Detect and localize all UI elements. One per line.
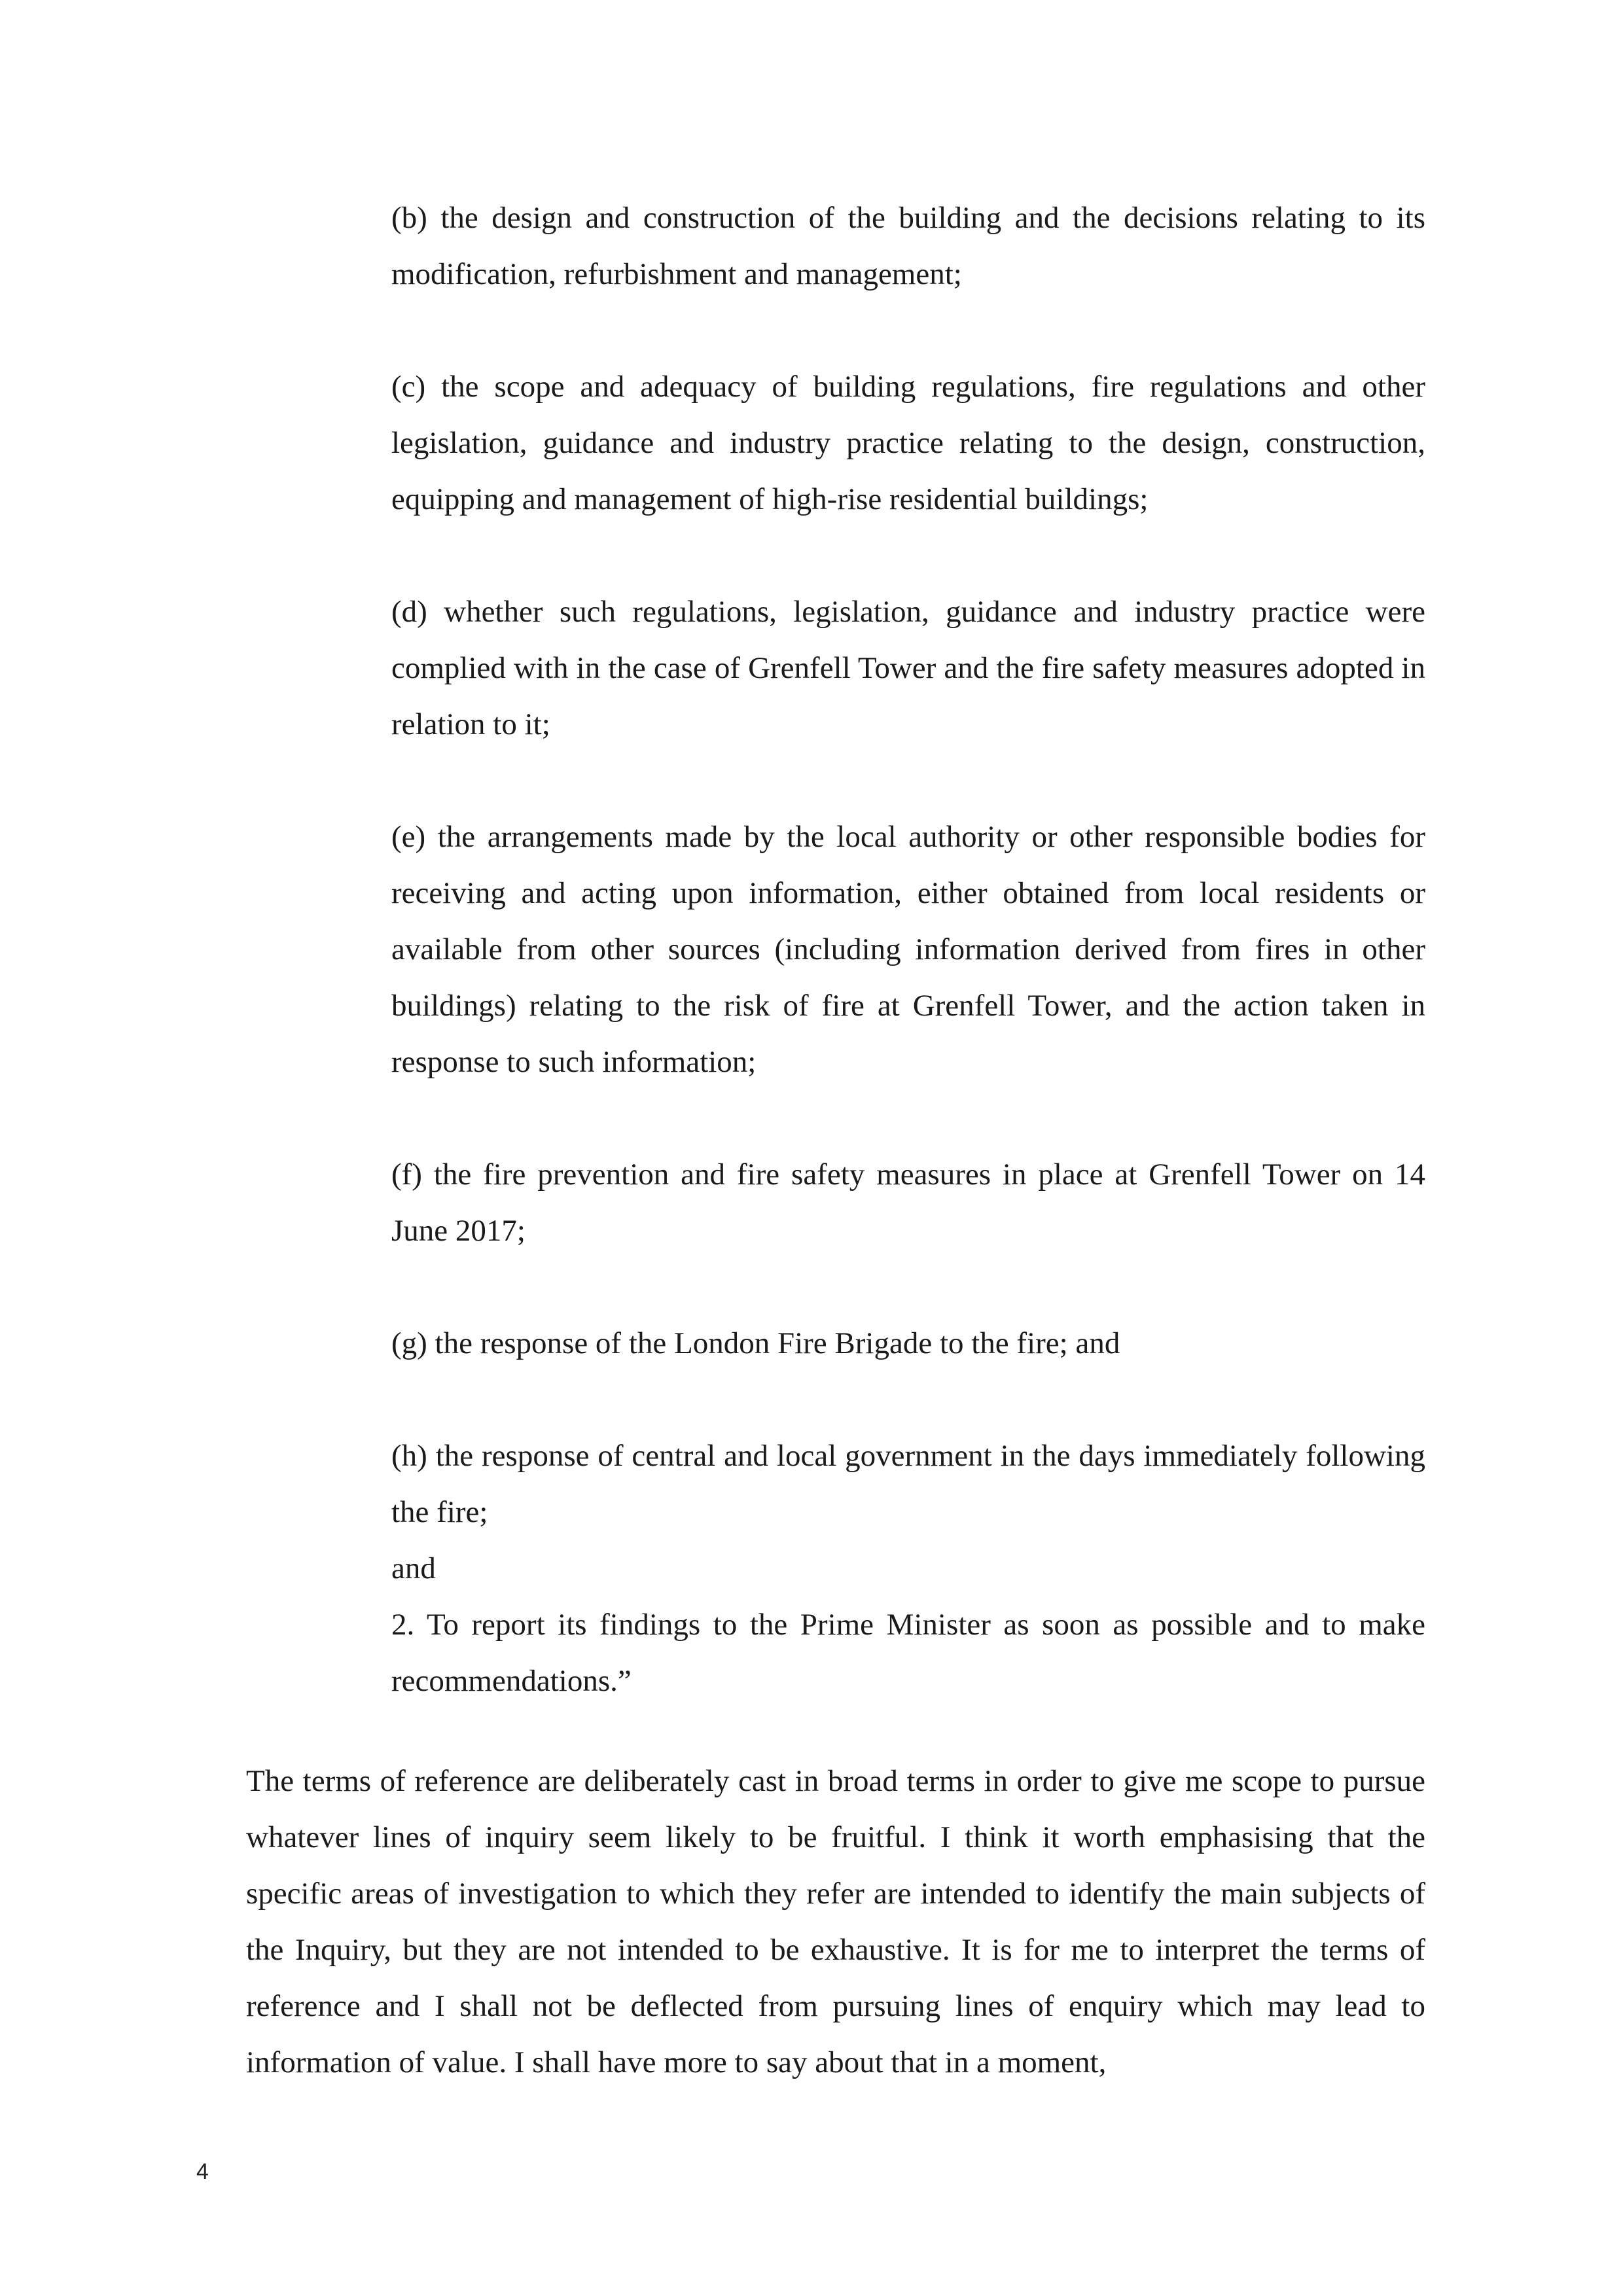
quote-connector: and [391,1551,436,1585]
quote-item-g: (g) the response of the London Fire Brigade to the fire; and [391,1326,1120,1360]
terms-of-reference-quote [391,190,1425,1709]
quote-item-e: (e) the arrangements made by the local authority or other responsible bodies for receiving and acting upon information, either obtained from local residents or available from other sources (including information derived from fires in other buildings) relating to the risk of fire at Grenfell Tower, and the action taken in response to such information; [391,820,1425,1079]
quote-item-h: (h) the response of central and local government in the days immediately following the fire; [391,1439,1425,1529]
quote-item-c: (c) the scope and adequacy of building regulations, fire regulations and other legislation, guidance and industry practice relating to the design, construction, equipping and management of high-rise residential buildings; [391,370,1425,516]
body-paragraph: The terms of reference are deliberately cast in broad terms in order to give me scope to pursue whatever lines of inquiry seem likely to be fruitful. I think it worth emphasising that the specific areas of investigation to which they refer are intended to identify the main subjects of the Inquiry, but they are not intended to be exhaustive. It is for me to interpret the terms of reference and I shall not be deflected from pursuing lines of enquiry which may lead to information of value. I shall have more to say about that in a moment, [246,1764,1425,2079]
quote-item-f: (f) the fire prevention and fire safety measures in place at Grenfell Tower on 14 June 2017; [391,1157,1425,1248]
page-number: 4 [196,2159,209,2184]
quote-item-b: (b) the design and construction of the building and the decisions relating to its modification, refurbishment and management; [391,201,1425,291]
quote-report-item: 2. To report its findings to the Prime Minister as soon as possible and to make recommendations.” [391,1608,1425,1698]
quote-item-d: (d) whether such regulations, legislation, guidance and industry practice were complied with in the case of Grenfell Tower and the fire safety measures adopted in relation to it; [391,595,1425,741]
